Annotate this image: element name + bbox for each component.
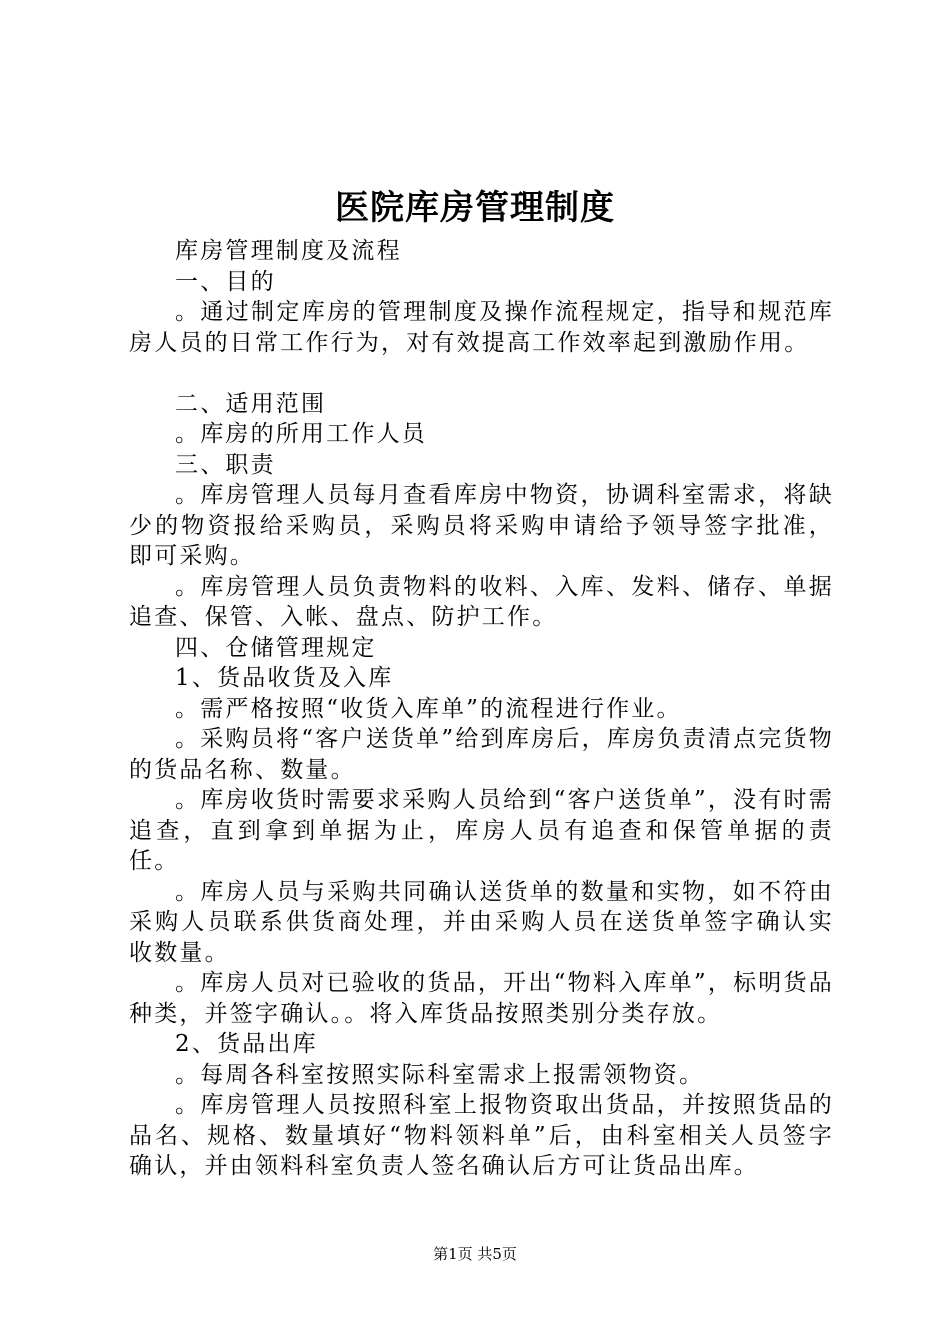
document-title: 医院库房管理制度 [335, 188, 615, 228]
paragraph-outbound-2: 。库房管理人员按照科室上报物资取出货品，并按照货品的品名、规格、数量填好“物料领料单”后，由科室相关人员签字确认，并由领料科室负责人签名确认后方可让货品出库。 [129, 1092, 834, 1179]
heading-receiving: 1、货品收货及入库 [175, 665, 394, 691]
paragraph-receiving-4: 。库房人员与采购共同确认送货单的数量和实物，如不符由采购人员联系供货商处理，并由采购人员在送货单签字确认实收数量。 [129, 878, 834, 966]
heading-purpose: 一、目的 [175, 268, 276, 295]
heading-scope: 二、适用范围 [175, 390, 327, 417]
heading-outbound: 2、货品出库 [175, 1031, 318, 1057]
paragraph-duties-1: 。库房管理人员每月查看库房中物资，协调科室需求，将缺少的物资报给采购员，采购员将采购申请给予领导签字批准，即可采购。 [129, 482, 834, 569]
page-footer: 第1页 共5页 [433, 1245, 517, 1263]
heading-duties: 三、职责 [175, 451, 276, 478]
paragraph-duties-2: 。库房管理人员负责物料的收料、入库、发料、储存、单据追查、保管、入帐、盘点、防护工作。 [129, 573, 834, 630]
paragraph-receiving-2: 。采购员将“客户送货单”给到库房后，库房负责清点完货物的货品名称、数量。 [129, 726, 834, 783]
paragraph-receiving-1: 。需严格按照“收货入库单”的流程进行作业。 [175, 695, 682, 722]
paragraph-receiving-5: 。库房人员对已验收的货品，开出“物料入库单”，标明货品种类，并签字确认。。将入库货品按照类别分类存放。 [129, 970, 834, 1027]
paragraph-outbound-1: 。每周各科室按照实际科室需求上报需领物资。 [175, 1061, 705, 1088]
paragraph-scope: 。库房的所用工作人员 [175, 421, 427, 447]
paragraph-subtitle: 库房管理制度及流程 [175, 238, 402, 264]
heading-storage-rules: 四、仓储管理规定 [175, 634, 377, 661]
paragraph-purpose: 。通过制定库房的管理制度及操作流程规定，指导和规范库房人员的日常工作行为，对有效提高工作效率起到激励作用。 [129, 299, 834, 356]
document-body [129, 236, 834, 1182]
paragraph-receiving-3: 。库房收货时需要求采购人员给到“客户送货单”，没有时需追查，直到拿到单据为止，库房人员有追查和保管单据的责任。 [129, 787, 834, 874]
